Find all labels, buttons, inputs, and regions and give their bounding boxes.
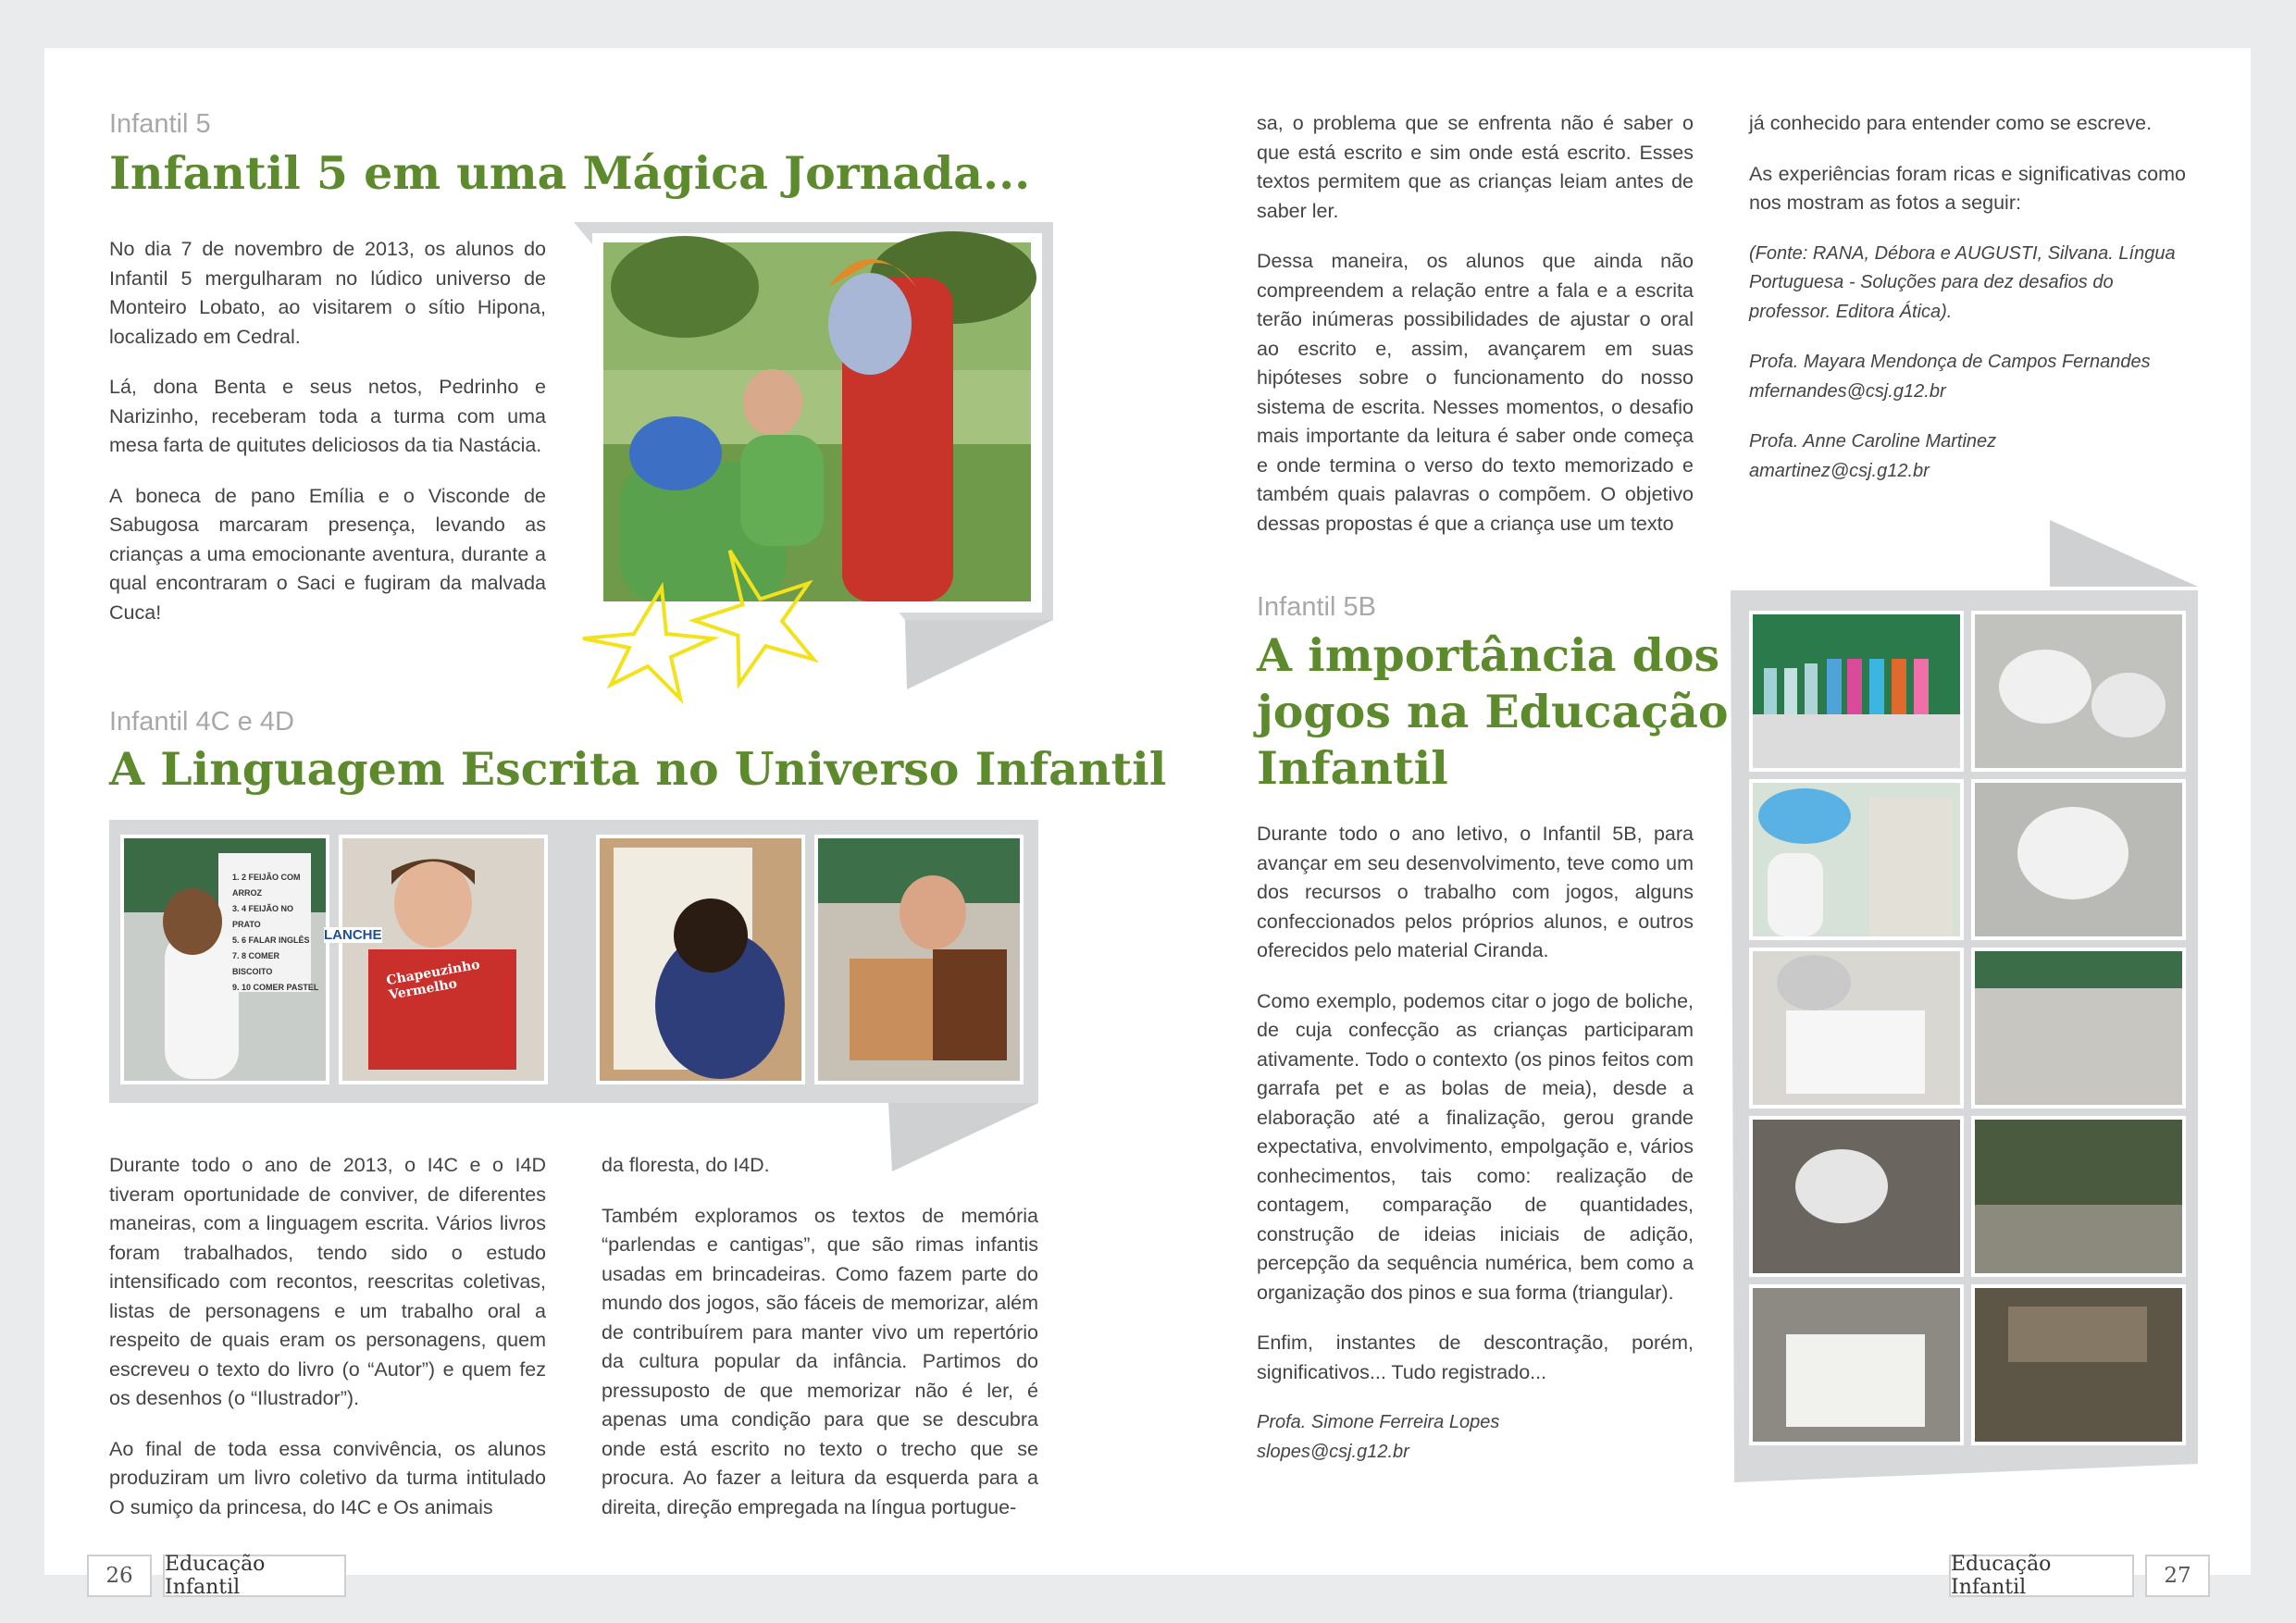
source-note: (Fonte: RANA, Débora e AUGUSTI, Silvana. Língua Portuguesa - Soluções para dez desafios do professor. Editora Ática). [1749,242,2176,322]
credit-block [1257,1408,1694,1467]
article2-paragraph: As experiências foram ricas e significativas como nos mostram as fotos a seguir: [1749,162,2186,214]
article3-photo-grid [1731,520,2204,1492]
photo-poster-text [232,870,320,996]
credit-email[interactable]: slopes@csj.g12.br [1257,1441,1409,1462]
article2-continuation-col1 [1257,109,1694,560]
section-label-left: Educação Infantil [163,1555,346,1597]
article1-paragraph: Lá, dona Benta e seus netos, Pedrinho e Narizinho, receberam toda a turma com uma mesa farta de quitutes deliciosos da tia Nastácia. [109,376,546,456]
article2-continuation-col2 [1749,109,2186,507]
article2-paragraph: Durante todo o ano de 2013, o I4C e o I4D tiveram oportunidade de conviver, de diferentes maneiras, com a linguagem escrita. Vários livros foram trabalhados, tendo sido o estudo intensificado com recontos, reescritas coletivas, listas de personagens e um trabalho oral a respeito de quais eram os personagens, quem escreveu o texto do livro (o “Autor”) e quem fez os desenhos (o “Ilustrador”). [109,1154,546,1409]
article3-body [1257,820,1694,1488]
credit-block [1749,427,2186,486]
article3-title-line: A importância dos [1257,628,1720,682]
credit-name: Profa. Mayara Mendonça de Campos Fernandes [1749,352,2151,372]
section-label-right: Educação Infantil [1949,1555,2134,1597]
article3-paragraph: Como exemplo, podemos citar o jogo de boliche, de cuja confecção as crianças participaram ativamente. Todo o contexto (os pinos feitos com garrafa pet e as bolas de meia), desde a elaboração até a finalização, gerou grande expectativa, envolvimento, empolgação e, vários conhecimentos, tais como: realização de contagem, comparação de quantidades, construção de ideias iniciais de adição, percepção da sequência numérica, bem como a organização dos pinos e sua forma (triangular). [1257,989,1694,1304]
article2-paragraph: já conhecido para entender como se escreve. [1749,112,2153,134]
article3-title-line: jogos na Educação [1257,685,1729,738]
article2-col1 [109,1151,546,1543]
article3-kicker: Infantil 5B [1257,592,1376,622]
credit-email[interactable]: amartinez@csj.g12.br [1749,460,1930,481]
article2-title: A Linguagem Escrita no Universo Infantil [109,742,1167,796]
credit-email[interactable]: mfernandes@csj.g12.br [1749,380,1946,402]
credit-name: Profa. Simone Ferreira Lopes [1257,1412,1500,1432]
article1-body [109,235,546,649]
article2-kicker: Infantil 4C e 4D [109,707,294,737]
article3-title-line: Infantil [1257,741,1448,795]
article1-paragraph: No dia 7 de novembro de 2013, os alunos do Infantil 5 mergulharam no lúdico universo de Monteiro Lobato, ao visitarem o sítio Hipona, localizado em Cedral. [109,238,546,348]
poster-line: 5. 6 FALAR INGLÊS [232,935,310,945]
article1-paragraph: A boneca de pano Emília e o Visconde de Sabugosa marcaram presença, levando as crianças a uma emocionante aventura, durante a qual encontraram o Saci e fugiram da malvada Cuca! [109,484,546,624]
poster-line: 3. 4 FEIJÃO NO PRATO [232,904,294,929]
star-doodle-icon [565,537,861,712]
article2-paragraph: da floresta, do I4D. [602,1154,770,1176]
article1-title: Infantil 5 em uma Mágica Jornada... [109,146,1031,200]
article2-col2 [602,1151,1038,1543]
credit-name: Profa. Anne Caroline Martinez [1749,431,1997,452]
article1-kicker: Infantil 5 [109,109,211,139]
article2-paragraph: Ao final de toda essa convivência, os alunos produziram um livro coletivo da turma intitulado O sumiço da princesa, do I4C e Os animais [109,1437,546,1518]
page-number-right: 27 [2145,1555,2210,1597]
poster-line: 7. 8 COMER BISCOITO [232,951,280,976]
article2-paragraph: Também exploramos os textos de memória “parlendas e cantigas”, que são rimas infantis usadas em brincadeiras. Como fazem parte do mundo dos jogos, são fáceis de memorizar, além de contribuírem para manter vivo um repertório da cultura popular da infância. Partimos do pressuposto de que memorizar não é ler, é apenas uma condição para que se descubra onde está escrito no texto o trecho que se procura. Ao fazer a leitura da esquerda para a direita, direção empregada na língua portugue- [602,1204,1038,1518]
article3-paragraph: Enfim, instantes de descontração, porém, significativos... Tudo registrado... [1257,1332,1694,1383]
article2-paragraph: Dessa maneira, os alunos que ainda não compreendem a relação entre a fala e a escrita terão inúmeras possibilidades de ajustar o oral ao escrito e, assim, avançarem em suas hipóteses sobre o funcionamento do nosso sistema de escrita. Nesses momentos, o desafio mais importante da leitura é saber onde começa e onde termina o verso do texto memorizado e também quais palavras o compõem. O objetivo dessas propostas é que a criança use um texto [1257,250,1694,535]
poster-line: 1. 2 FEIJÃO COM ARROZ [232,873,301,898]
article3-title [1257,627,1729,797]
article2-paragraph: sa, o problema que se enfrenta não é saber o que está escrito e sim onde está escrito. Esses textos permitem que as crianças leiam antes de saber ler. [1257,112,1694,222]
article3-paragraph: Durante todo o ano letivo, o Infantil 5B, para avançar em seu desenvolvimento, teve como um dos recursos o trabalho com jogos, alguns confeccionados pelos próprios alunos, e outros oferecidos pelo material Ciranda. [1257,823,1694,961]
page-number-left: 26 [87,1555,152,1597]
poster-line: 9. 10 COMER PASTEL [232,983,319,992]
photo-book-title: Chapeuzinho Vermelho [385,957,481,1003]
credit-block [1749,348,2186,406]
photo-sign-text: LANCHE [324,927,382,943]
